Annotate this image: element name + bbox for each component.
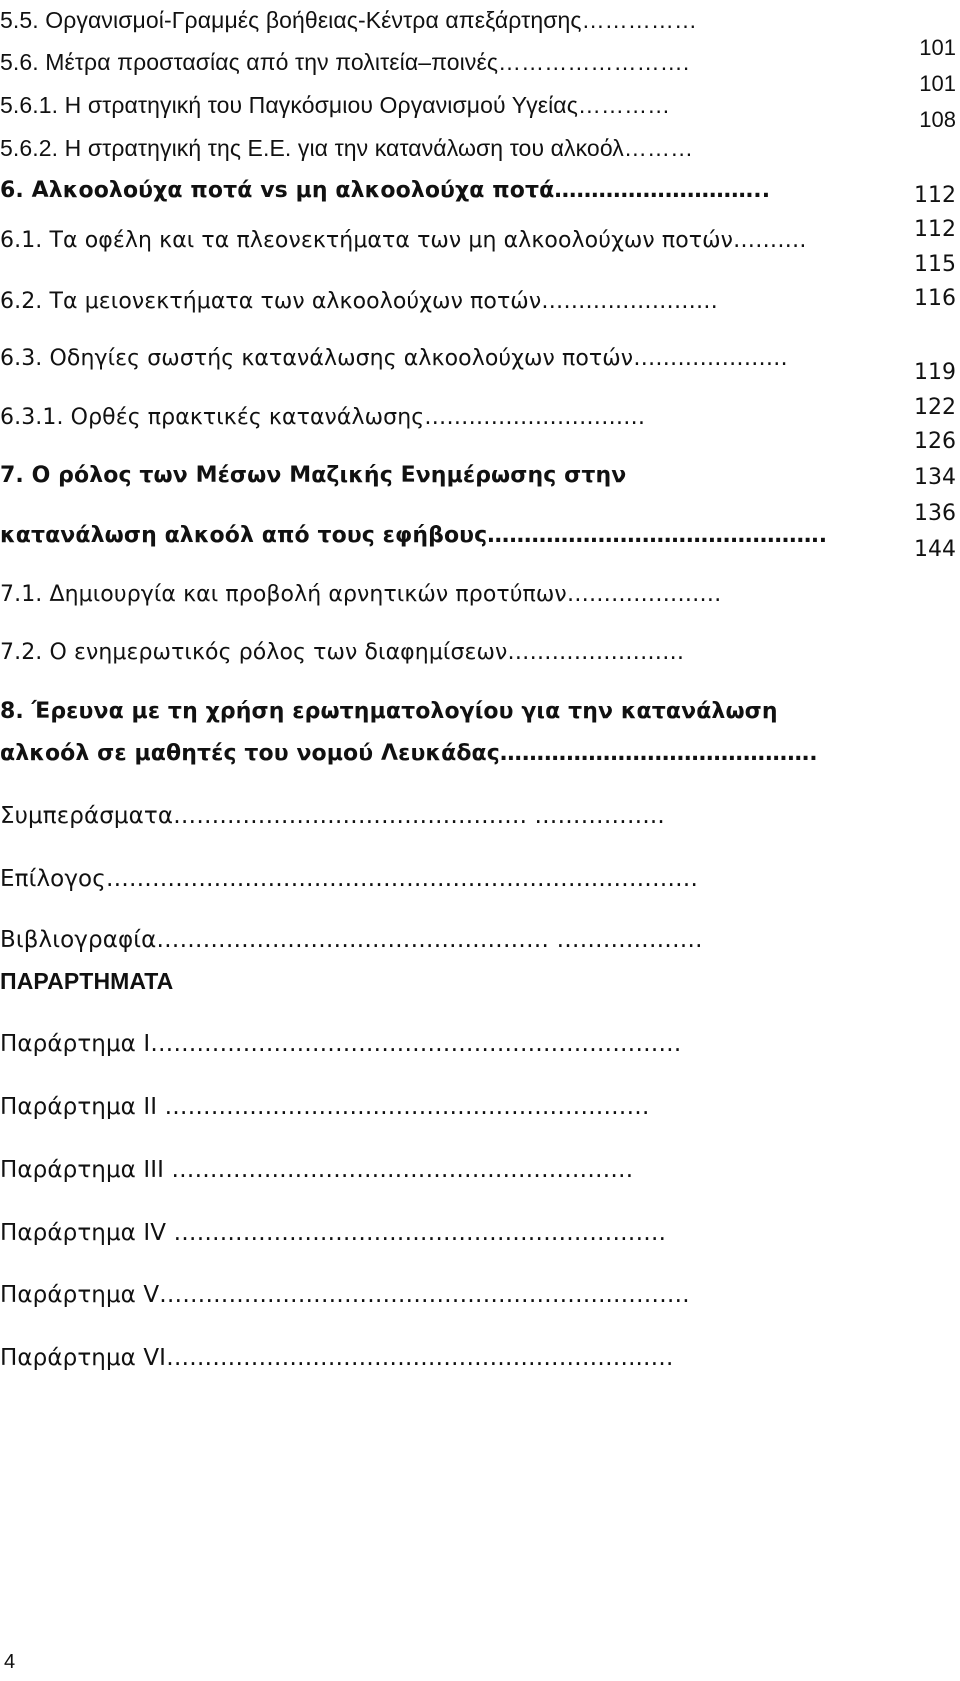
page-number: 101 xyxy=(919,35,956,60)
toc-entry-appendix-3: Παράρτημα ΙΙΙ …………………………………………………… xyxy=(0,1157,634,1183)
toc-entry-7-1: 7.1. Δημιουργία και προβολή αρνητικών προτύπων………………… xyxy=(0,582,722,607)
toc-entry-8: 8. Έρευνα με τη χρήση ερωτηματολογίου για την κατανάλωση xyxy=(0,699,778,724)
toc-entry-appendix-2: Παράρτημα ΙΙ ……………………………………………………… xyxy=(0,1094,650,1120)
toc-entry-6-2: 6.2. Τα μειονεκτήματα των αλκοολούχων ποτών…………………… xyxy=(0,289,719,314)
toc-entry-appendix-6: Παράρτημα VΙ……………………………………………………..…. xyxy=(0,1345,674,1371)
toc-entry-7-cont: κατανάλωση αλκοόλ από τους εφήβους………………………………………. xyxy=(0,523,828,548)
page-number: 144 xyxy=(914,537,956,562)
page-number: 112 xyxy=(914,183,956,208)
page-number: 112 xyxy=(914,217,956,242)
page-number: 122 xyxy=(914,395,956,420)
toc-entry-6-3-1: 6.3.1. Ορθές πρακτικές κατανάλωσης………………………… xyxy=(0,405,646,430)
page-number: 126 xyxy=(914,429,956,454)
toc-entry-5-5: 5.5. Οργανισμοί-Γραμμές βοήθειας-Κέντρα απεξάρτησης…………… xyxy=(0,7,698,33)
page-number: 134 xyxy=(914,465,956,490)
toc-entry-5-6-2: 5.6.2. Η στρατηγική της Ε.Ε. για την κατανάλωση του αλκοόλ……… xyxy=(0,135,694,161)
toc-entry-appendix-5: Παράρτημα V…………………………………………………..………. xyxy=(0,1282,690,1308)
page-number: 119 xyxy=(914,360,956,385)
toc-entry-6-3: 6.3. Οδηγίες σωστής κατανάλωσης αλκοολούχων ποτών………………… xyxy=(0,346,788,371)
toc-entry-conclusions: Συμπεράσματα………………………………………. …………….. xyxy=(0,803,665,829)
page-number: 101 xyxy=(919,71,956,96)
toc-entry-5-6-1: 5.6.1. Η στρατηγική του Παγκόσμιου Οργανισμού Υγείας………… xyxy=(0,92,671,118)
toc-entry-appendices: ΠΑΡΑΡΤΗΜΑΤΑ xyxy=(0,968,174,994)
toc-entry-6-1: 6.1. Τα οφέλη και τα πλεονεκτήματα των μη αλκοολούχων ποτών………. xyxy=(0,228,807,253)
page-number: 108 xyxy=(919,107,956,132)
toc-entry-5-6: 5.6. Μέτρα προστασίας από την πολιτεία–ποινές……………………. xyxy=(0,49,690,75)
toc-entry-bibliography: Βιβλιογραφία…………………………………………… ………………. xyxy=(0,927,703,953)
toc-entry-7-2: 7.2. Ο ενημερωτικός ρόλος των διαφημίσεων…………………… xyxy=(0,640,685,665)
toc-entry-8-cont: αλκοόλ σε μαθητές του νομού Λευκάδας……………………………………. xyxy=(0,741,818,766)
toc-entry-epilogue: Επίλογος………………………………………………………..………… xyxy=(0,866,699,892)
page-number: 116 xyxy=(914,286,956,311)
page-footer-number: 4 xyxy=(4,1651,16,1673)
toc-entry-7: 7. Ο ρόλος των Μέσων Μαζικής Ενημέρωσης στην xyxy=(0,463,627,488)
page-number: 136 xyxy=(914,501,956,526)
toc-entry-appendix-4: Παράρτημα ΙV ………………………………………………………. xyxy=(0,1220,666,1246)
toc-entry-appendix-1: Παράρτημα Ι…………………………………………………………… xyxy=(0,1031,682,1057)
page-number: 115 xyxy=(914,252,956,277)
toc-entry-6: 6. Αλκοολούχα ποτά vs μη αλκοολούχα ποτά……………………….. xyxy=(0,178,771,203)
